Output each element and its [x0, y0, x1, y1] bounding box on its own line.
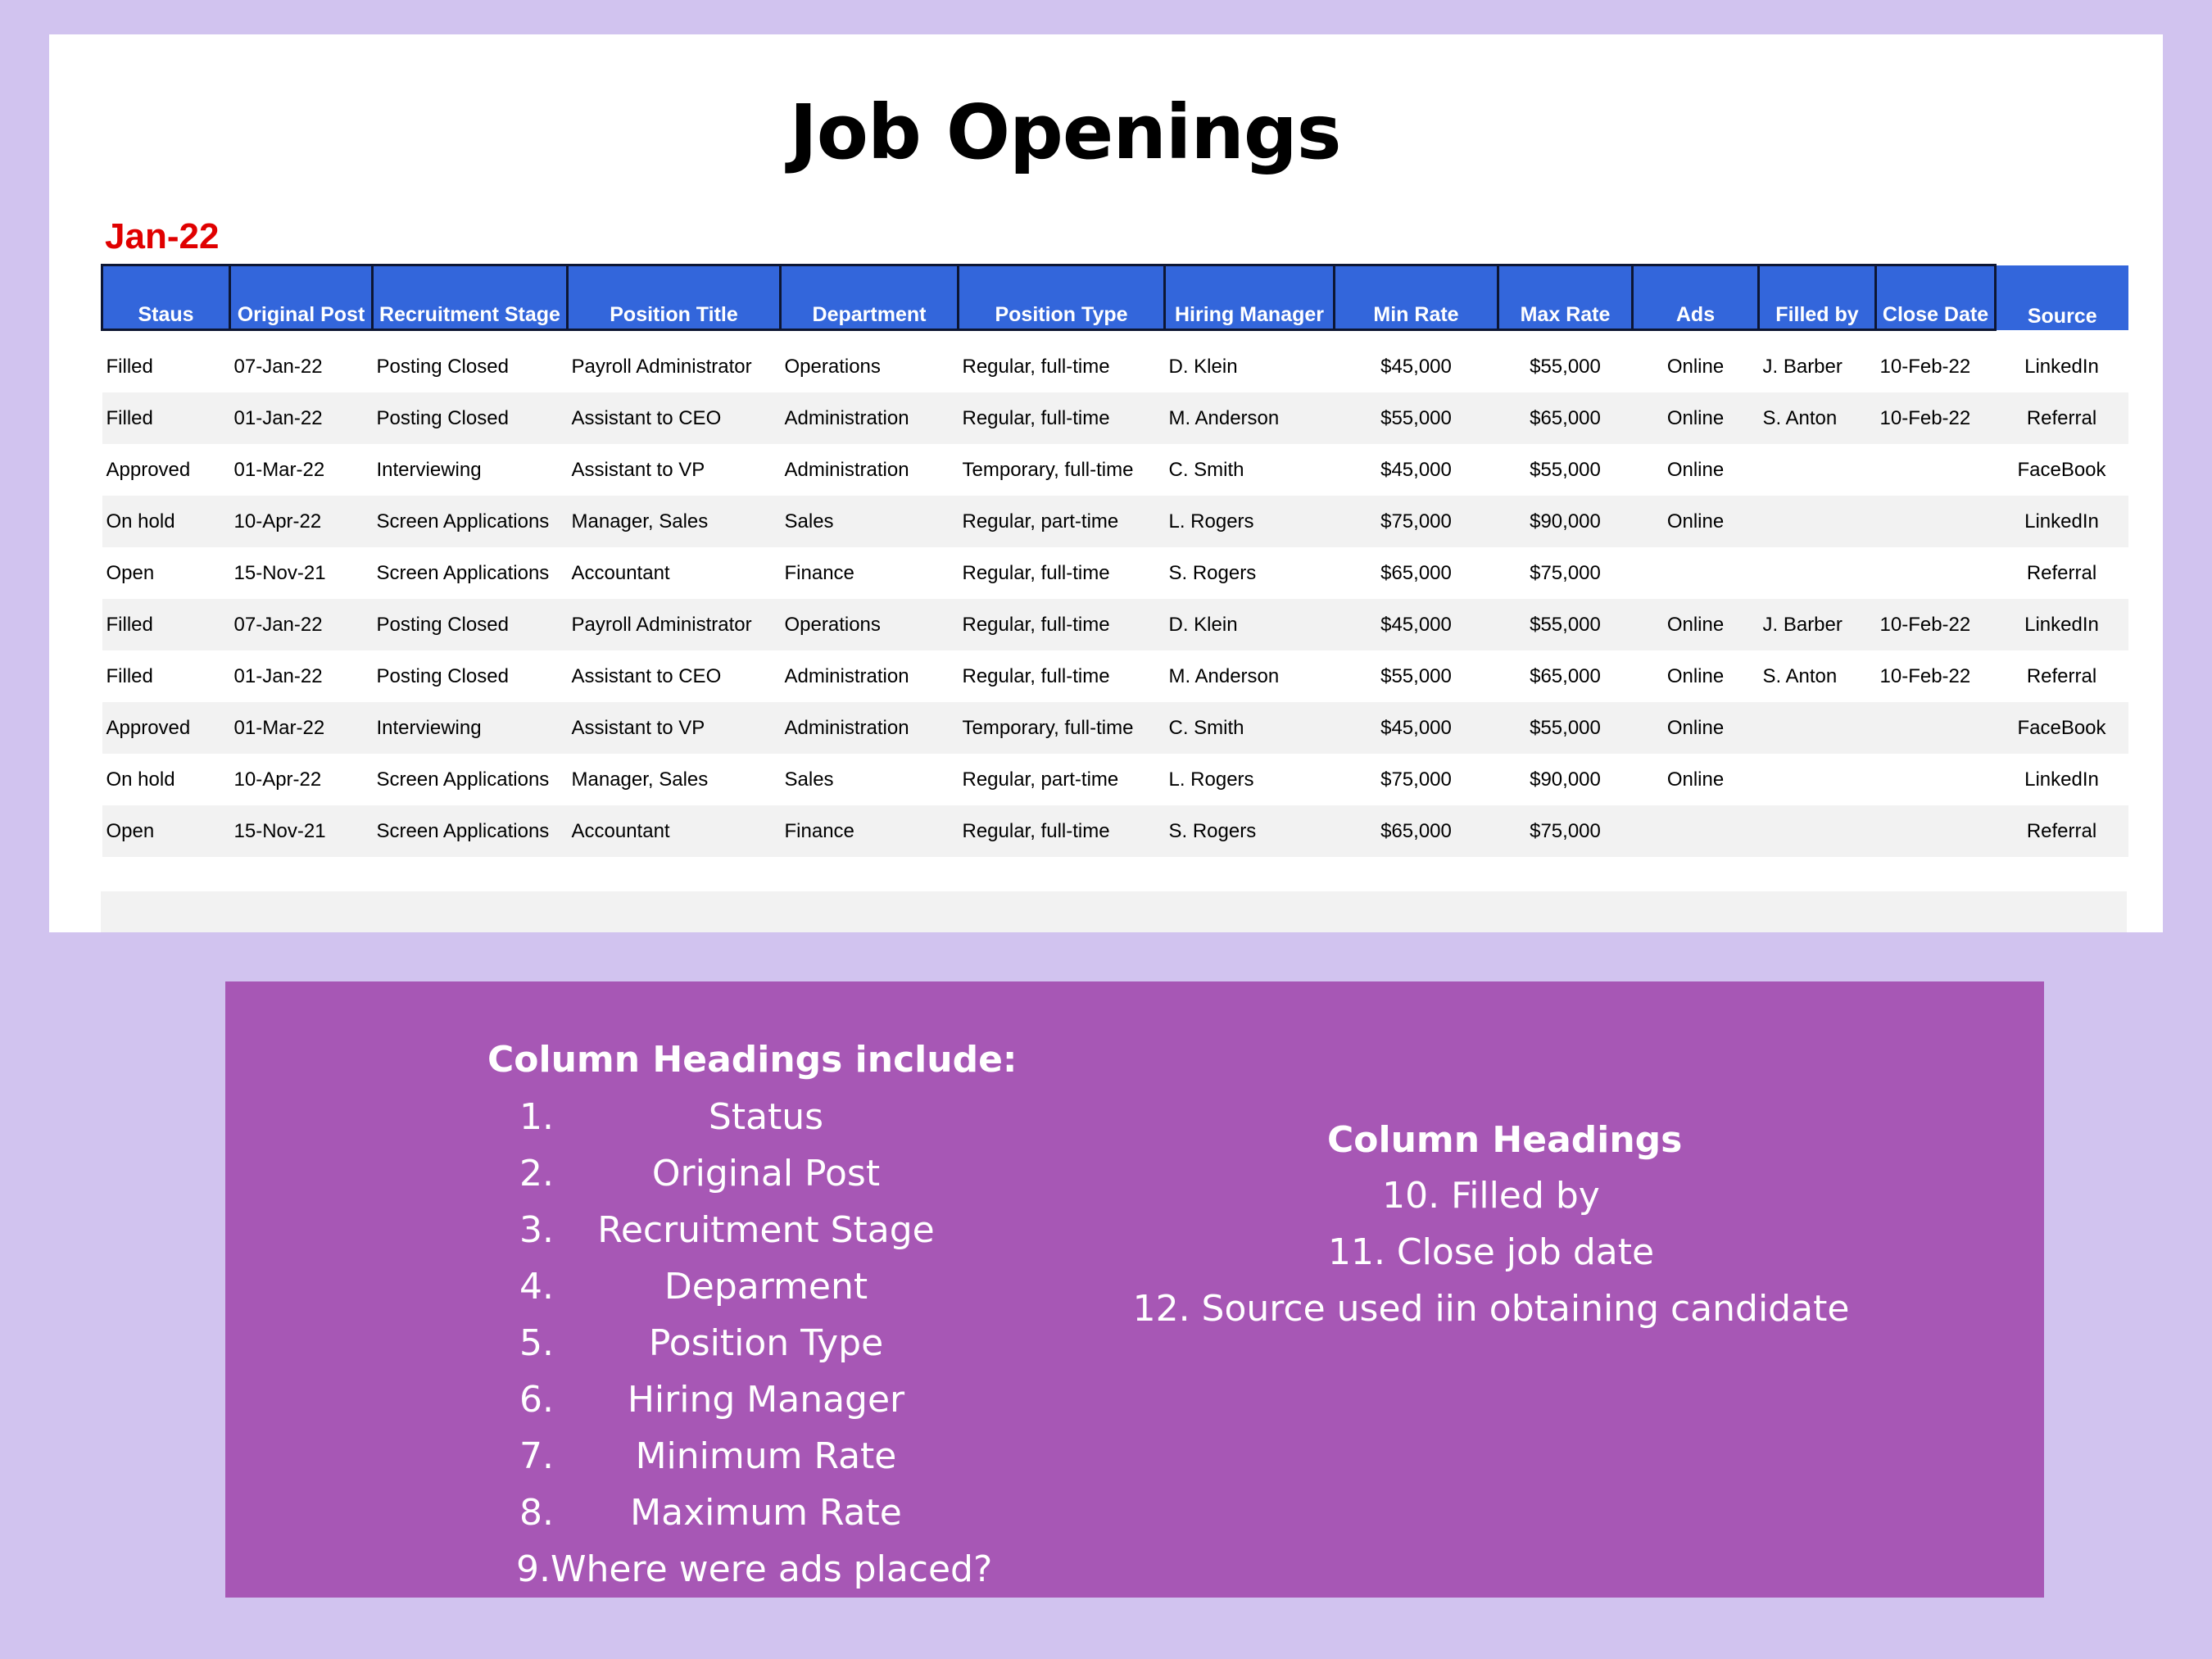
table-cell[interactable]: Screen Applications: [373, 496, 568, 547]
table-cell[interactable]: $55,000: [1335, 650, 1498, 702]
table-cell[interactable]: Posting Closed: [373, 341, 568, 392]
table-cell[interactable]: Regular, full-time: [959, 599, 1165, 650]
table-cell[interactable]: 10-Feb-22: [1876, 341, 1996, 392]
table-cell[interactable]: LinkedIn: [1996, 496, 2128, 547]
table-cell[interactable]: D. Klein: [1165, 599, 1335, 650]
table-cell[interactable]: $45,000: [1335, 702, 1498, 754]
table-cell[interactable]: Administration: [781, 392, 959, 444]
table-cell[interactable]: Administration: [781, 444, 959, 496]
column-header[interactable]: Department: [781, 265, 959, 330]
table-cell[interactable]: $45,000: [1335, 599, 1498, 650]
table-cell[interactable]: Screen Applications: [373, 547, 568, 599]
job-openings-table: [101, 264, 2128, 857]
table-cell[interactable]: Filled: [102, 341, 230, 392]
table-cell[interactable]: Finance: [781, 805, 959, 857]
page-title: Job Openings: [789, 88, 1341, 176]
table-row: [102, 702, 2128, 754]
column-header[interactable]: Source: [1996, 265, 2128, 330]
table-cell[interactable]: Online: [1633, 392, 1759, 444]
table-row: [102, 341, 2128, 392]
table-cell[interactable]: FaceBook: [1996, 444, 2128, 496]
table-cell[interactable]: Temporary, full-time: [959, 444, 1165, 496]
table-cell[interactable]: Screen Applications: [373, 805, 568, 857]
table-cell[interactable]: $75,000: [1335, 754, 1498, 805]
table-cell[interactable]: Filled: [102, 599, 230, 650]
table-cell[interactable]: Online: [1633, 341, 1759, 392]
table-cell[interactable]: LinkedIn: [1996, 754, 2128, 805]
table-cell[interactable]: Online: [1633, 754, 1759, 805]
list-item: 9.Where were ads placed?: [516, 1548, 993, 1590]
left-heading: Column Headings include:: [487, 1039, 1018, 1081]
table-cell[interactable]: $55,000: [1498, 444, 1633, 496]
table-row: [102, 650, 2128, 702]
right-list-item: 12. Source used iin obtaining candidate: [1132, 1288, 1850, 1330]
table-cell[interactable]: Filled: [102, 392, 230, 444]
table-cell[interactable]: 01-Jan-22: [230, 392, 373, 444]
table-row: [102, 599, 2128, 650]
table-cell[interactable]: $75,000: [1498, 805, 1633, 857]
table-cell[interactable]: Accountant: [568, 547, 781, 599]
table-cell[interactable]: $55,000: [1335, 392, 1498, 444]
table-cell[interactable]: S. Anton: [1759, 392, 1876, 444]
table-cell[interactable]: $90,000: [1498, 496, 1633, 547]
table-cell[interactable]: [1876, 702, 1996, 754]
table-cell[interactable]: 10-Feb-22: [1876, 392, 1996, 444]
table-cell[interactable]: Online: [1633, 444, 1759, 496]
empty-row-band: [101, 891, 2127, 932]
table-cell[interactable]: C. Smith: [1165, 444, 1335, 496]
column-header[interactable]: Ads: [1633, 265, 1759, 330]
table-cell[interactable]: Sales: [781, 754, 959, 805]
table-cell[interactable]: [1759, 496, 1876, 547]
table-cell[interactable]: LinkedIn: [1996, 599, 2128, 650]
table-cell[interactable]: C. Smith: [1165, 702, 1335, 754]
table-cell[interactable]: Referral: [1996, 650, 2128, 702]
table-cell[interactable]: [1633, 547, 1759, 599]
table-cell[interactable]: Referral: [1996, 547, 2128, 599]
column-header[interactable]: Hiring Manager: [1165, 265, 1335, 330]
table-cell[interactable]: Administration: [781, 702, 959, 754]
table-row: [102, 392, 2128, 444]
table-cell[interactable]: $75,000: [1335, 496, 1498, 547]
right-heading: Column Headings: [1327, 1119, 1683, 1161]
table-cell[interactable]: Operations: [781, 599, 959, 650]
table-cell[interactable]: $75,000: [1498, 547, 1633, 599]
table-row: [102, 444, 2128, 496]
column-header[interactable]: Min Rate: [1335, 265, 1498, 330]
table-cell[interactable]: Posting Closed: [373, 599, 568, 650]
table-cell[interactable]: [1876, 805, 1996, 857]
table-cell[interactable]: Online: [1633, 650, 1759, 702]
table-cell[interactable]: $55,000: [1498, 341, 1633, 392]
table-cell[interactable]: 10-Apr-22: [230, 754, 373, 805]
table-cell[interactable]: Approved: [102, 444, 230, 496]
table-cell[interactable]: 01-Jan-22: [230, 650, 373, 702]
table-cell[interactable]: On hold: [102, 754, 230, 805]
table-cell[interactable]: Administration: [781, 650, 959, 702]
column-header[interactable]: Max Rate: [1498, 265, 1633, 330]
table-cell[interactable]: Referral: [1996, 805, 2128, 857]
table-cell[interactable]: M. Anderson: [1165, 650, 1335, 702]
table-cell[interactable]: Operations: [781, 341, 959, 392]
table-cell[interactable]: S. Anton: [1759, 650, 1876, 702]
table-cell[interactable]: $90,000: [1498, 754, 1633, 805]
table-cell[interactable]: Approved: [102, 702, 230, 754]
table-cell[interactable]: Manager, Sales: [568, 754, 781, 805]
table-cell[interactable]: 01-Mar-22: [230, 444, 373, 496]
right-list-item: 11. Close job date: [1327, 1231, 1655, 1273]
table-cell[interactable]: Open: [102, 805, 230, 857]
table-cell[interactable]: [1759, 444, 1876, 496]
table-cell[interactable]: Regular, part-time: [959, 496, 1165, 547]
table-cell[interactable]: [1876, 496, 1996, 547]
table-cell[interactable]: $65,000: [1498, 392, 1633, 444]
table-cell[interactable]: $55,000: [1498, 599, 1633, 650]
table-cell[interactable]: Regular, full-time: [959, 547, 1165, 599]
table-cell[interactable]: J. Barber: [1759, 341, 1876, 392]
table-cell[interactable]: [1633, 805, 1759, 857]
column-header[interactable]: Original Post: [230, 265, 373, 330]
table-cell[interactable]: Payroll Administrator: [568, 599, 781, 650]
column-header[interactable]: Close Date: [1876, 265, 1996, 330]
table-cell[interactable]: [1759, 754, 1876, 805]
table-cell[interactable]: LinkedIn: [1996, 341, 2128, 392]
table-cell[interactable]: 01-Mar-22: [230, 702, 373, 754]
table-cell[interactable]: Screen Applications: [373, 754, 568, 805]
table-cell[interactable]: [1759, 805, 1876, 857]
table-header-row: [102, 265, 2128, 330]
period-label: Jan-22: [105, 216, 220, 256]
table-cell[interactable]: Regular, full-time: [959, 805, 1165, 857]
table-cell[interactable]: L. Rogers: [1165, 754, 1335, 805]
table-cell[interactable]: J. Barber: [1759, 599, 1876, 650]
table-cell[interactable]: Open: [102, 547, 230, 599]
table-cell[interactable]: Payroll Administrator: [568, 341, 781, 392]
table-cell[interactable]: 07-Jan-22: [230, 341, 373, 392]
table-row: [102, 496, 2128, 547]
table-cell[interactable]: [1759, 547, 1876, 599]
table-cell[interactable]: Regular, full-time: [959, 650, 1165, 702]
table-cell[interactable]: Posting Closed: [373, 392, 568, 444]
table-cell[interactable]: Assistant to VP: [568, 444, 781, 496]
table-cell[interactable]: Filled: [102, 650, 230, 702]
table-cell[interactable]: 10-Feb-22: [1876, 599, 1996, 650]
table-cell[interactable]: Online: [1633, 702, 1759, 754]
table-cell[interactable]: Accountant: [568, 805, 781, 857]
table-row: [102, 547, 2128, 599]
table-cell[interactable]: M. Anderson: [1165, 392, 1335, 444]
table-cell[interactable]: 10-Feb-22: [1876, 650, 1996, 702]
table-cell[interactable]: Assistant to CEO: [568, 392, 781, 444]
table-cell[interactable]: Finance: [781, 547, 959, 599]
table-cell[interactable]: Sales: [781, 496, 959, 547]
table-cell[interactable]: [1759, 702, 1876, 754]
table-cell[interactable]: Assistant to CEO: [568, 650, 781, 702]
table-cell[interactable]: FaceBook: [1996, 702, 2128, 754]
right-list-item: 10. Filled by: [1382, 1175, 1600, 1217]
table-cell[interactable]: $55,000: [1498, 702, 1633, 754]
table-cell[interactable]: [1876, 444, 1996, 496]
column-header[interactable]: Recruitment Stage: [373, 265, 568, 330]
column-header[interactable]: Filled by: [1759, 265, 1876, 330]
table-cell[interactable]: D. Klein: [1165, 341, 1335, 392]
column-header[interactable]: Position Type: [959, 265, 1165, 330]
table-cell[interactable]: Regular, full-time: [959, 392, 1165, 444]
table-cell[interactable]: Regular, full-time: [959, 341, 1165, 392]
table-cell[interactable]: $65,000: [1498, 650, 1633, 702]
table-cell[interactable]: 07-Jan-22: [230, 599, 373, 650]
table-cell[interactable]: $45,000: [1335, 444, 1498, 496]
table-cell[interactable]: L. Rogers: [1165, 496, 1335, 547]
table-cell[interactable]: On hold: [102, 496, 230, 547]
table-row: [102, 805, 2128, 857]
table-cell[interactable]: Online: [1633, 496, 1759, 547]
table-cell[interactable]: Posting Closed: [373, 650, 568, 702]
table-cell[interactable]: $45,000: [1335, 341, 1498, 392]
table-cell[interactable]: Regular, part-time: [959, 754, 1165, 805]
table-cell[interactable]: [1876, 547, 1996, 599]
table-cell[interactable]: 15-Nov-21: [230, 805, 373, 857]
column-header[interactable]: Staus: [102, 265, 230, 330]
table-cell[interactable]: Temporary, full-time: [959, 702, 1165, 754]
column-header[interactable]: Position Title: [568, 265, 781, 330]
table-cell[interactable]: S. Rogers: [1165, 805, 1335, 857]
table-cell[interactable]: 10-Apr-22: [230, 496, 373, 547]
table-cell[interactable]: Manager, Sales: [568, 496, 781, 547]
table-cell[interactable]: Interviewing: [373, 444, 568, 496]
table-cell[interactable]: Online: [1633, 599, 1759, 650]
table-cell[interactable]: Interviewing: [373, 702, 568, 754]
table-cell[interactable]: $65,000: [1335, 547, 1498, 599]
table-cell[interactable]: $65,000: [1335, 805, 1498, 857]
table-cell[interactable]: [1876, 754, 1996, 805]
info-panel: Column Headings include: 1. Status 2. Original Post 3. Recruitment Stage 4. Deparment 5. Position Type 6. Hiring Manager 7. Minimum Rate 8. Maximum Rate 9.Where were ads placed? Column Headings 10. Filled by 11. Close job date 12. Source used iin obtaining candidate: [225, 981, 2044, 1598]
table-cell[interactable]: Referral: [1996, 392, 2128, 444]
table-cell[interactable]: 15-Nov-21: [230, 547, 373, 599]
table-cell[interactable]: S. Rogers: [1165, 547, 1335, 599]
table-row: [102, 754, 2128, 805]
table-cell[interactable]: Assistant to VP: [568, 702, 781, 754]
